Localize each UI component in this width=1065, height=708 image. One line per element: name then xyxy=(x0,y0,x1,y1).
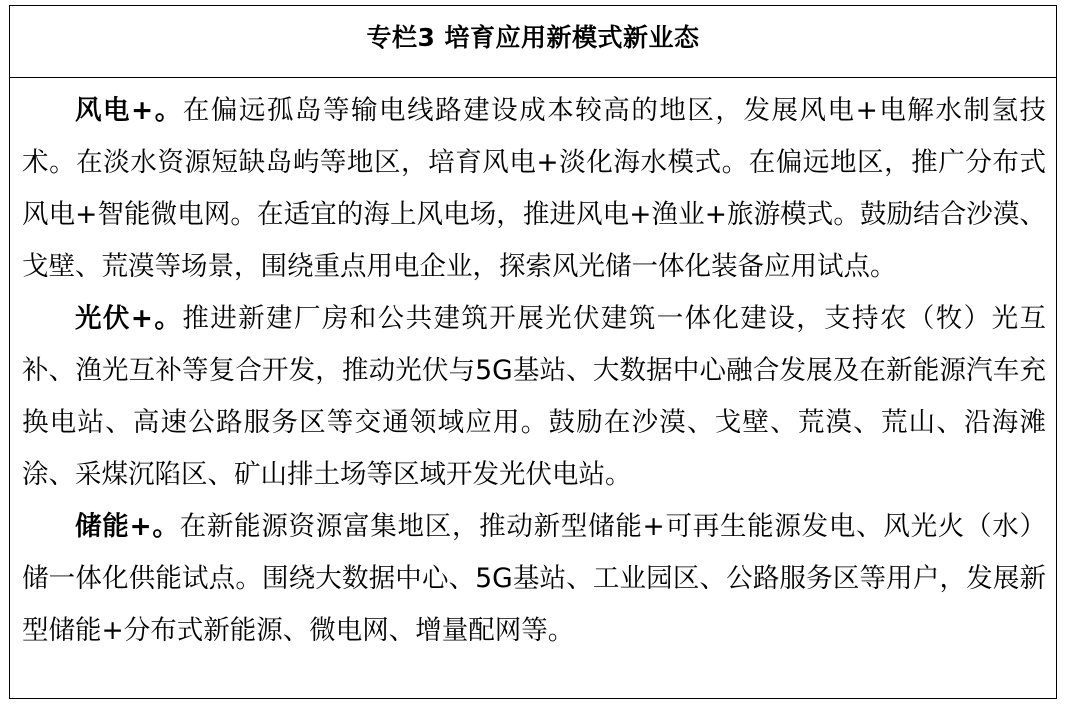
column-title: 专栏3 培育应用新模式新业态 xyxy=(366,22,700,52)
paragraph-energy-storage xyxy=(22,501,1046,657)
column-content xyxy=(22,85,1046,657)
paragraph-lead: 光伏+。 xyxy=(75,303,183,334)
paragraph-text: 在偏远孤岛等输电线路建设成本较高的地区，发展风电+电解水制氢技术。在淡水资源短缺岛屿等地区，培育风电+淡化海水模式。在偏远地区，推广分布式风电+智能微电网。在适宜的海上风电场，推进风电+渔业+旅游模式。鼓励结合沙漠、戈壁、荒漠等场景，围绕重点用电企业，探索风光储一体化装备应用试点。 xyxy=(22,95,1046,282)
paragraph-text: 在新能源资源富集地区，推动新型储能+可再生能源发电、风光火（水）储一体化供能试点。围绕大数据中心、5G基站、工业园区、公路服务区等用户，发展新型储能+分布式新能源、微电网、增量配网等。 xyxy=(22,511,1046,646)
special-column-box xyxy=(9,5,1057,699)
title-row xyxy=(10,6,1056,78)
paragraph-photovoltaic xyxy=(22,293,1046,501)
paragraph-text: 推进新建厂房和公共建筑开展光伏建筑一体化建设，支持农（牧）光互补、渔光互补等复合开发，推动光伏与5G基站、大数据中心融合发展及在新能源汽车充换电站、高速公路服务区等交通领域应用。鼓励在沙漠、戈壁、荒漠、荒山、沿海滩涂、采煤沉陷区、矿山排土场等区域开发光伏电站。 xyxy=(22,303,1046,490)
paragraph-lead: 风电+。 xyxy=(75,95,183,126)
paragraph-lead: 储能+。 xyxy=(75,511,180,542)
paragraph-wind-power xyxy=(22,85,1046,293)
